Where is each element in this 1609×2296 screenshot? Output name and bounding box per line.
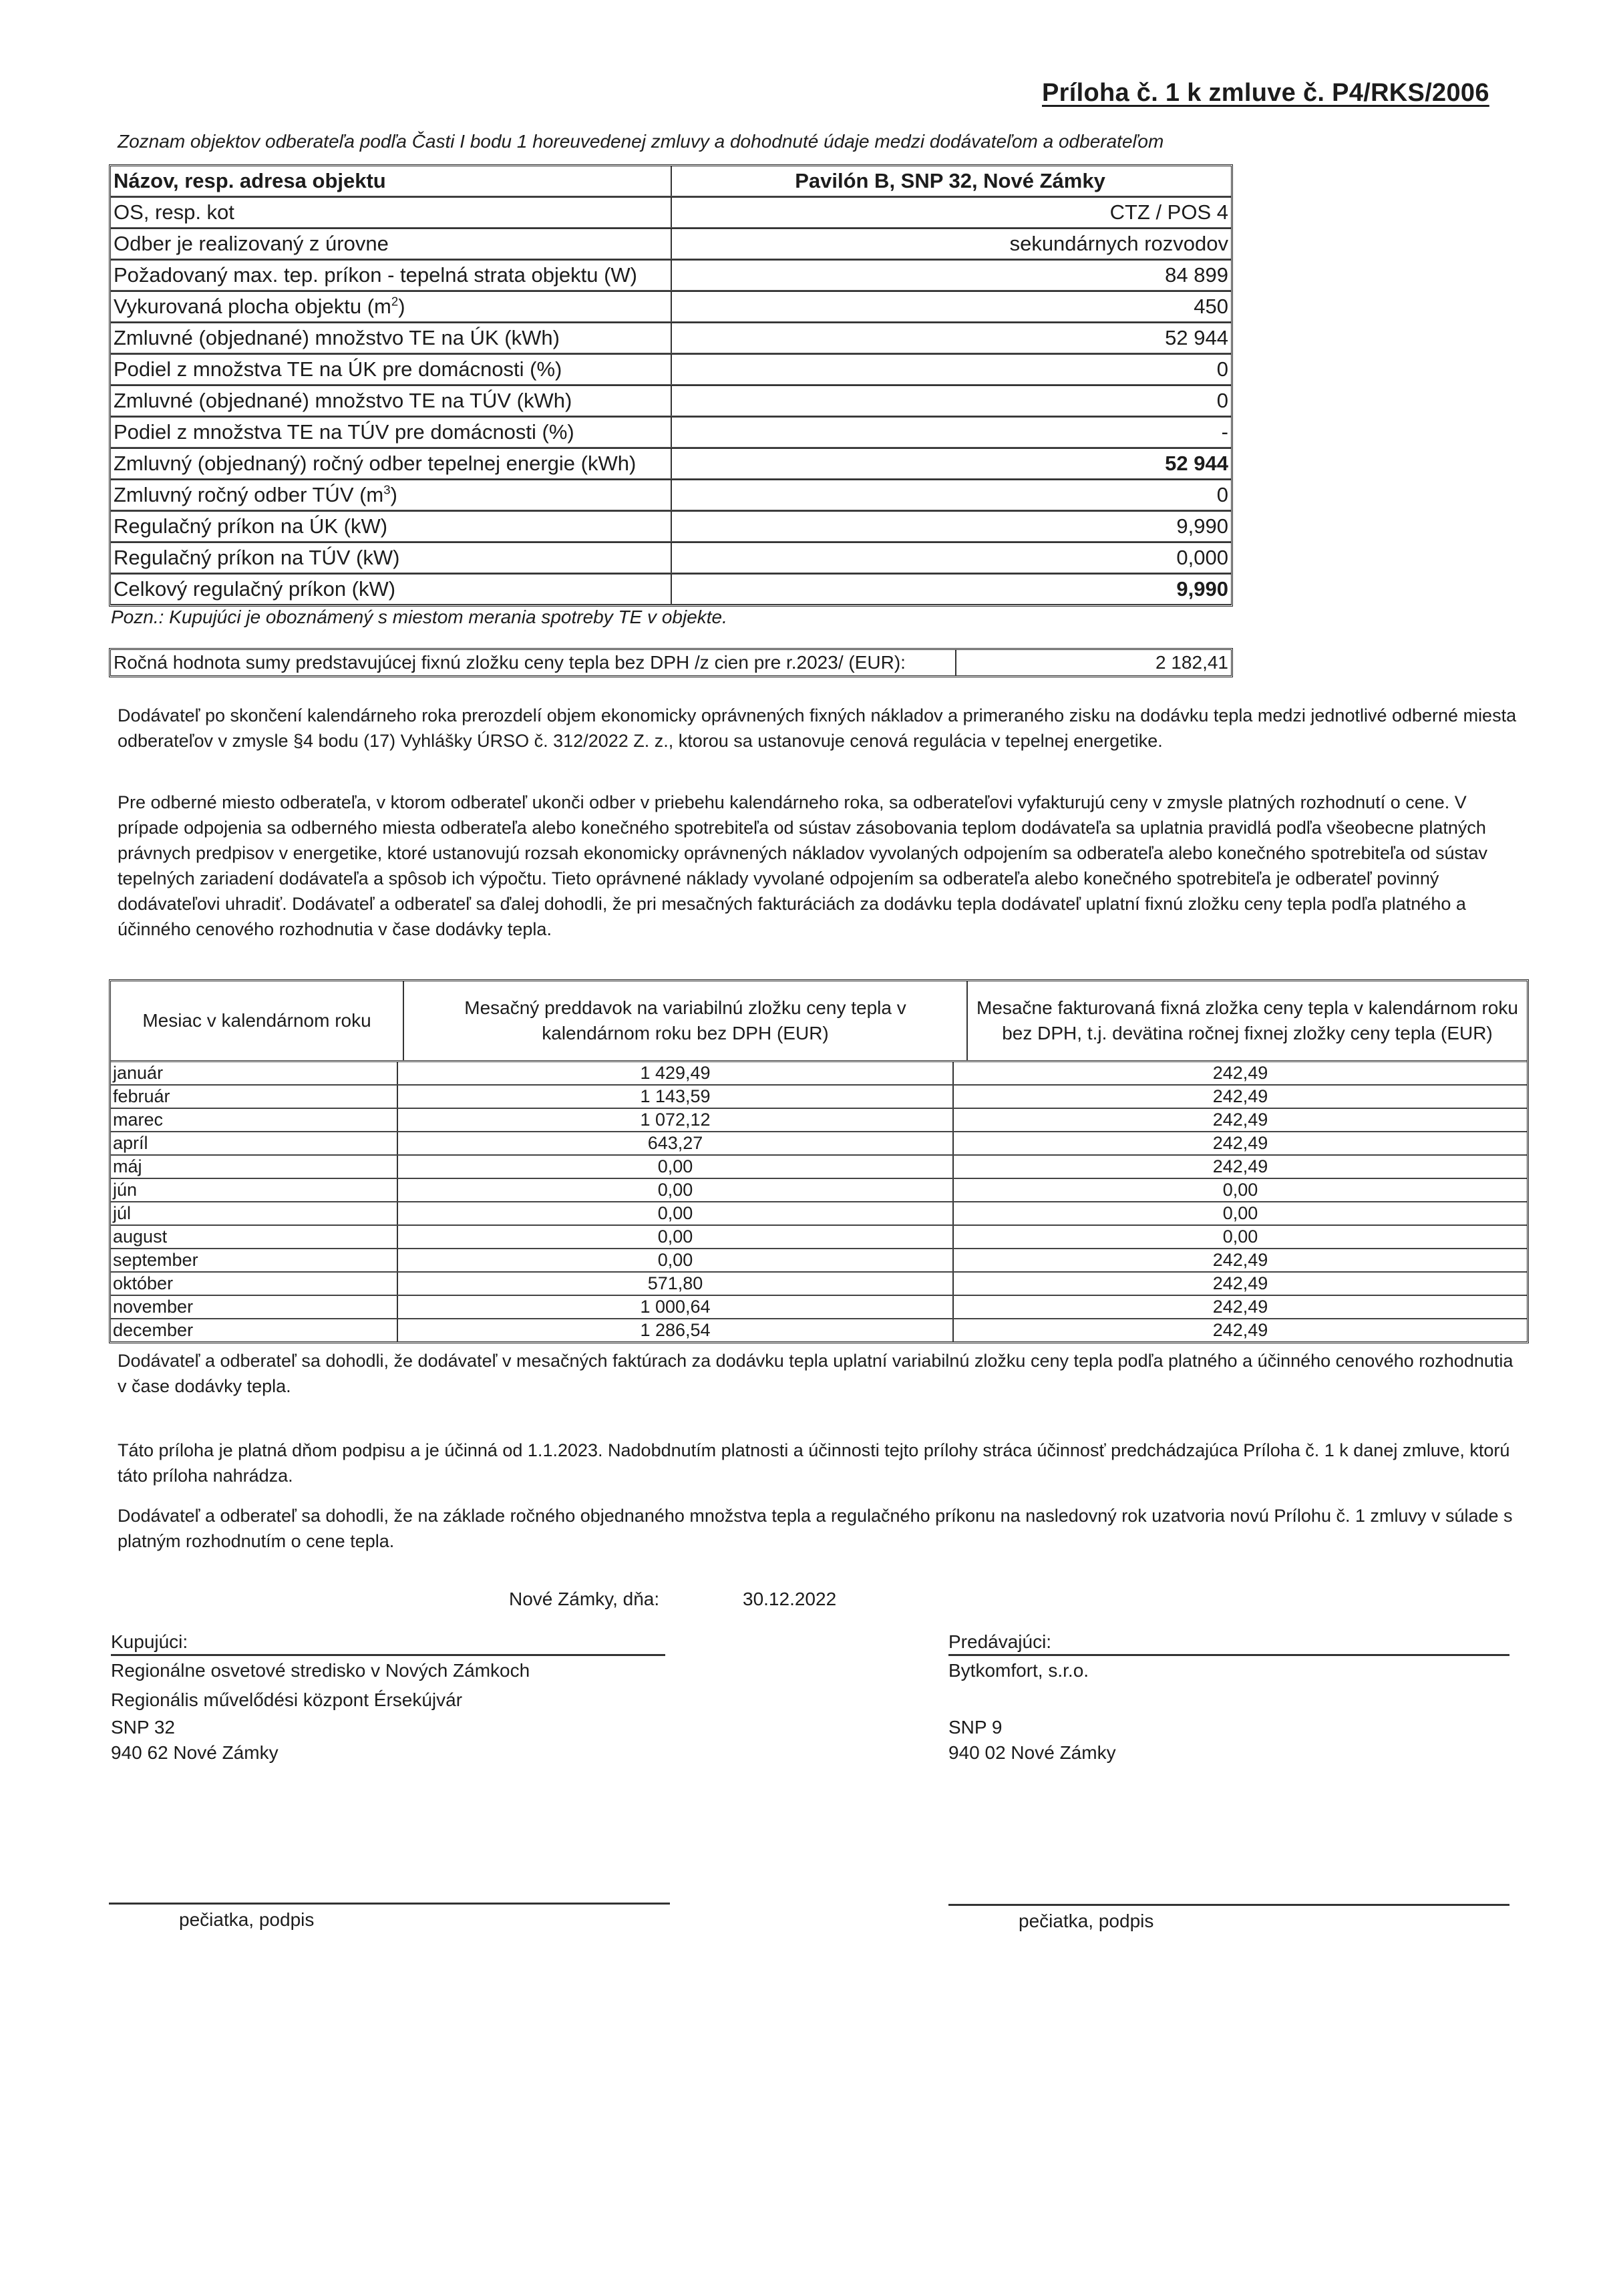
table-row — [111, 1109, 1527, 1132]
variable-cell: 0,00 — [398, 1202, 954, 1224]
table-row — [111, 1319, 1527, 1341]
parameter-value: 0 — [1216, 357, 1228, 381]
header-month: Mesiac v kalendárnom roku — [111, 981, 404, 1060]
fixed-annual-label: Ročná hodnota sumy predstavujúcej fixnú zložku ceny tepla bez DPH /z cien pre r.2023/ (EUR): — [111, 650, 956, 675]
parameter-value: 84 899 — [1165, 263, 1228, 287]
parameter-value: 450 — [1194, 295, 1228, 318]
fixed-cell: 0,00 — [1222, 1180, 1258, 1200]
parameter-value: 52 944 — [1165, 326, 1228, 349]
seller-street: SNP 9 — [948, 1717, 1003, 1738]
month-cell: júl — [111, 1202, 398, 1224]
variable-cell: 1 286,54 — [398, 1319, 954, 1341]
parameter-value: 0 — [1216, 483, 1228, 506]
parameter-row — [111, 259, 1231, 291]
fixed-annual-value-box — [109, 648, 1233, 677]
month-cell: apríl — [111, 1132, 398, 1154]
document-title: Príloha č. 1 k zmluve č. P4/RKS/2006 — [1042, 79, 1489, 107]
paragraph-disconnection: Pre odberné miesto odberateľa, v ktorom odberateľ ukonči odber v priebehu kalendárneho roka, sa odberateľovi vyfakturujú ceny v zmysle platných rozhodnutí o cene. V prípade odpojenia sa odberného miesta odberateľa alebo konečného spotrebiteľa od sústav zásobovania teplom dodávateľa sa uplatnia pravidlá podľa všeobecne platných právnych predpisov v energetike, ktoré ustanovujú rozsah ekonomicky oprávnených nákladov vyvolaných odpojením sa odberateľa alebo konečného spotrebiteľa od sústav tepelných zariadení dodávateľa a spôsob ich výpočtu. Tieto oprávnené náklady vyvolané odpojením sa odberateľa alebo konečného spotrebiteľa je odberateľ povinný dodávateľovi uhradiť. Dodávateľ a odberateľ sa ďalej dohodli, že pri mesačných fakturáciách za dodávku tepla dodávateľ uplatní fixnú zložku ceny tepla podľa platného a účinného cenového rozhodnutia v čase dodávky tepla. — [118, 792, 1487, 939]
signing-place-label: Nové Zámky, dňa: — [509, 1589, 660, 1609]
month-cell: november — [111, 1296, 398, 1318]
variable-cell: 1 072,12 — [398, 1109, 954, 1131]
parameter-label — [111, 292, 672, 321]
parameter-value: 9,990 — [1176, 577, 1228, 601]
parameter-value: 9,990 — [1176, 514, 1228, 538]
variable-cell: 1 143,59 — [398, 1086, 954, 1108]
fixed-cell: 242,49 — [1212, 1250, 1268, 1270]
parameter-row — [111, 448, 1231, 479]
spacer — [948, 1685, 1509, 1715]
variable-cell: 1 429,49 — [398, 1062, 954, 1084]
parameter-label: Regulačný príkon na ÚK (kW) — [111, 512, 672, 541]
parameter-label: Zmluvné (objednané) množstvo TE na ÚK (kWh) — [111, 323, 672, 353]
seller-signature-line — [948, 1904, 1509, 1906]
seller-name: Bytkomfort, s.r.o. — [948, 1660, 1089, 1681]
table-row — [111, 1273, 1527, 1296]
fixed-annual-value: 2 182,41 — [1155, 652, 1228, 673]
parameter-row — [111, 542, 1231, 573]
parameter-label: Podiel z množstva TE na ÚK pre domácnosti (%) — [111, 355, 672, 384]
parameter-row — [111, 322, 1231, 353]
variable-cell: 1 000,64 — [398, 1296, 954, 1318]
fixed-cell: 0,00 — [1222, 1203, 1258, 1223]
buyer-name-hu: Regionális művelődési központ Érsekújvár — [111, 1689, 463, 1710]
month-cell: august — [111, 1226, 398, 1248]
parameter-row — [111, 479, 1231, 510]
parameter-row — [111, 291, 1231, 322]
parameter-label: Zmluvné (objednané) množstvo TE na TÚV (kWh) — [111, 386, 672, 416]
buyer-signature-label: pečiatka, podpis — [179, 1909, 315, 1930]
buyer-city: 940 62 Nové Zámky — [111, 1742, 279, 1763]
variable-cell: 0,00 — [398, 1226, 954, 1248]
parameter-row — [111, 573, 1231, 605]
table-row — [111, 1249, 1527, 1273]
superscript: 3 — [383, 482, 391, 497]
parameter-row — [111, 353, 1231, 385]
paragraph-validity: Táto príloha je platná dňom podpisu a je účinná od 1.1.2023. Nadobdnutím platnosti a účinnosti tejto prílohy stráca účinnosť predchádzajúca Príloha č. 1 k danej zmluve, ktorú táto príloha nahrádza. — [118, 1440, 1510, 1486]
parameter-value: Pavilón B, SNP 32, Nové Zámky — [795, 169, 1105, 192]
month-cell: september — [111, 1249, 398, 1271]
month-cell: február — [111, 1086, 398, 1108]
table-note: Pozn.: Kupujúci je oboznámený s miestom merania spotreby TE v objekte. — [111, 607, 727, 627]
parameter-value: 0 — [1216, 389, 1228, 412]
parameter-label: Celkový regulačný príkon (kW) — [111, 575, 672, 604]
fixed-cell: 242,49 — [1212, 1133, 1268, 1153]
parameter-label: Odber je realizovaný z úrovne — [111, 229, 672, 259]
table-row — [111, 1226, 1527, 1249]
parameter-label: Požadovaný max. tep. príkon - tepelná strata objektu (W) — [111, 261, 672, 290]
fixed-cell: 242,49 — [1212, 1110, 1268, 1130]
month-cell: október — [111, 1273, 398, 1295]
variable-cell: 0,00 — [398, 1249, 954, 1271]
fixed-cell: 0,00 — [1222, 1226, 1258, 1247]
variable-cell: 0,00 — [398, 1156, 954, 1178]
parameter-label: Regulačný príkon na TÚV (kW) — [111, 543, 672, 572]
month-cell: december — [111, 1319, 398, 1341]
parameter-label — [111, 480, 672, 510]
fixed-cell: 242,49 — [1212, 1297, 1268, 1317]
buyer-signature-line — [109, 1903, 670, 1905]
month-cell: jún — [111, 1179, 398, 1201]
parameter-row — [111, 510, 1231, 542]
parameter-label: Názov, resp. adresa objektu — [111, 166, 672, 196]
table-row — [111, 1132, 1527, 1156]
variable-cell: 643,27 — [398, 1132, 954, 1154]
signing-date: 30.12.2022 — [743, 1589, 837, 1609]
month-cell: marec — [111, 1109, 398, 1131]
buyer-label: Kupujúci: — [111, 1630, 665, 1656]
parameters-header-row — [111, 166, 1231, 196]
fixed-cell: 242,49 — [1212, 1063, 1268, 1083]
table-row — [111, 1179, 1527, 1202]
month-cell: január — [111, 1062, 398, 1084]
superscript: 2 — [391, 294, 399, 309]
parameter-label: Podiel z množstva TE na TÚV pre domácnosti (%) — [111, 418, 672, 447]
seller-city: 940 02 Nové Zámky — [948, 1742, 1116, 1763]
parameter-value: - — [1221, 420, 1228, 444]
month-cell: máj — [111, 1156, 398, 1178]
paragraph-renewal: Dodávateľ a odberateľ sa dohodli, že na základe ročného objednaného množstva tepla a regulačného príkonu na nasledovný rok uzatvoria novú Prílohu č. 1 zmluvy v súlade s platným rozhodnutím o cene tepla. — [118, 1506, 1513, 1551]
parameter-label: OS, resp. kot — [111, 198, 672, 227]
seller-block — [948, 1630, 1509, 1766]
parameter-row — [111, 385, 1231, 416]
variable-cell: 0,00 — [398, 1179, 954, 1201]
table-row — [111, 1202, 1527, 1226]
label-text-end: ) — [398, 295, 405, 318]
parameter-value: 52 944 — [1165, 452, 1228, 475]
header-fixed: Mesačne fakturovaná fixná zložka ceny tepla v kalendárnom roku bez DPH, t.j. devätina ročnej fixnej zložky ceny tepla (EUR) — [976, 997, 1518, 1043]
parameter-row — [111, 228, 1231, 259]
table-row — [111, 1086, 1527, 1109]
fixed-cell: 242,49 — [1212, 1086, 1268, 1106]
table-row — [111, 1156, 1527, 1179]
label-text: Zmluvný ročný odber TÚV (m — [114, 483, 384, 506]
header-variable: Mesačný preddavok na variabilnú zložku ceny tepla v kalendárnom roku bez DPH (EUR) — [404, 981, 968, 1060]
fixed-cell: 242,49 — [1212, 1320, 1268, 1340]
parameter-value: 0,000 — [1176, 546, 1228, 569]
label-text: Vykurovaná plocha objektu (m — [114, 295, 391, 318]
parameters-table — [109, 164, 1233, 607]
parameter-value: sekundárnych rozvodov — [1009, 232, 1228, 255]
paragraph-variable-billing: Dodávateľ a odberateľ sa dohodli, že dodávateľ v mesačných faktúrach za dodávku tepla uplatní variabilnú zložku ceny tepla podľa platného a účinného cenového rozhodnutia v čase dodávky tepla. — [118, 1351, 1513, 1396]
document-subtitle: Zoznam objektov odberateľa podľa Časti I bodu 1 horeuvedenej zmluvy a dohodnuté údaje medzi dodávateľom a odberateľom — [118, 131, 1164, 152]
table-row — [111, 1296, 1527, 1319]
parameter-label: Zmluvný (objednaný) ročný odber tepelnej energie (kWh) — [111, 449, 672, 478]
label-text-end: ) — [390, 483, 397, 506]
seller-signature-label: pečiatka, podpis — [1019, 1911, 1154, 1931]
parameter-row — [111, 416, 1231, 448]
monthly-table — [109, 979, 1529, 1343]
buyer-block — [111, 1630, 665, 1766]
parameter-value: CTZ / POS 4 — [1109, 200, 1228, 224]
paragraph-cost-redistribution: Dodávateľ po skončení kalendárneho roka prerozdelí objem ekonomicky oprávnených fixných nákladov a primeraného zisku na dodávku tepla medzi jednotlivé odberné miesta odberateľov v zmysle §4 bodu (17) Vyhlášky ÚRSO č. 312/2022 Z. z., ktorou sa ustanovuje cenová regulácia v tepelnej energetike. — [118, 705, 1517, 751]
variable-cell: 571,80 — [398, 1273, 954, 1295]
fixed-cell: 242,49 — [1212, 1156, 1268, 1176]
buyer-street: SNP 32 — [111, 1717, 175, 1738]
parameter-row — [111, 196, 1231, 228]
seller-label: Predávajúci: — [948, 1630, 1509, 1656]
table-row — [111, 1062, 1527, 1086]
buyer-name: Regionálne osvetové stredisko v Nových Zámkoch — [111, 1660, 530, 1681]
fixed-cell: 242,49 — [1212, 1273, 1268, 1293]
monthly-table-header — [111, 981, 1527, 1062]
